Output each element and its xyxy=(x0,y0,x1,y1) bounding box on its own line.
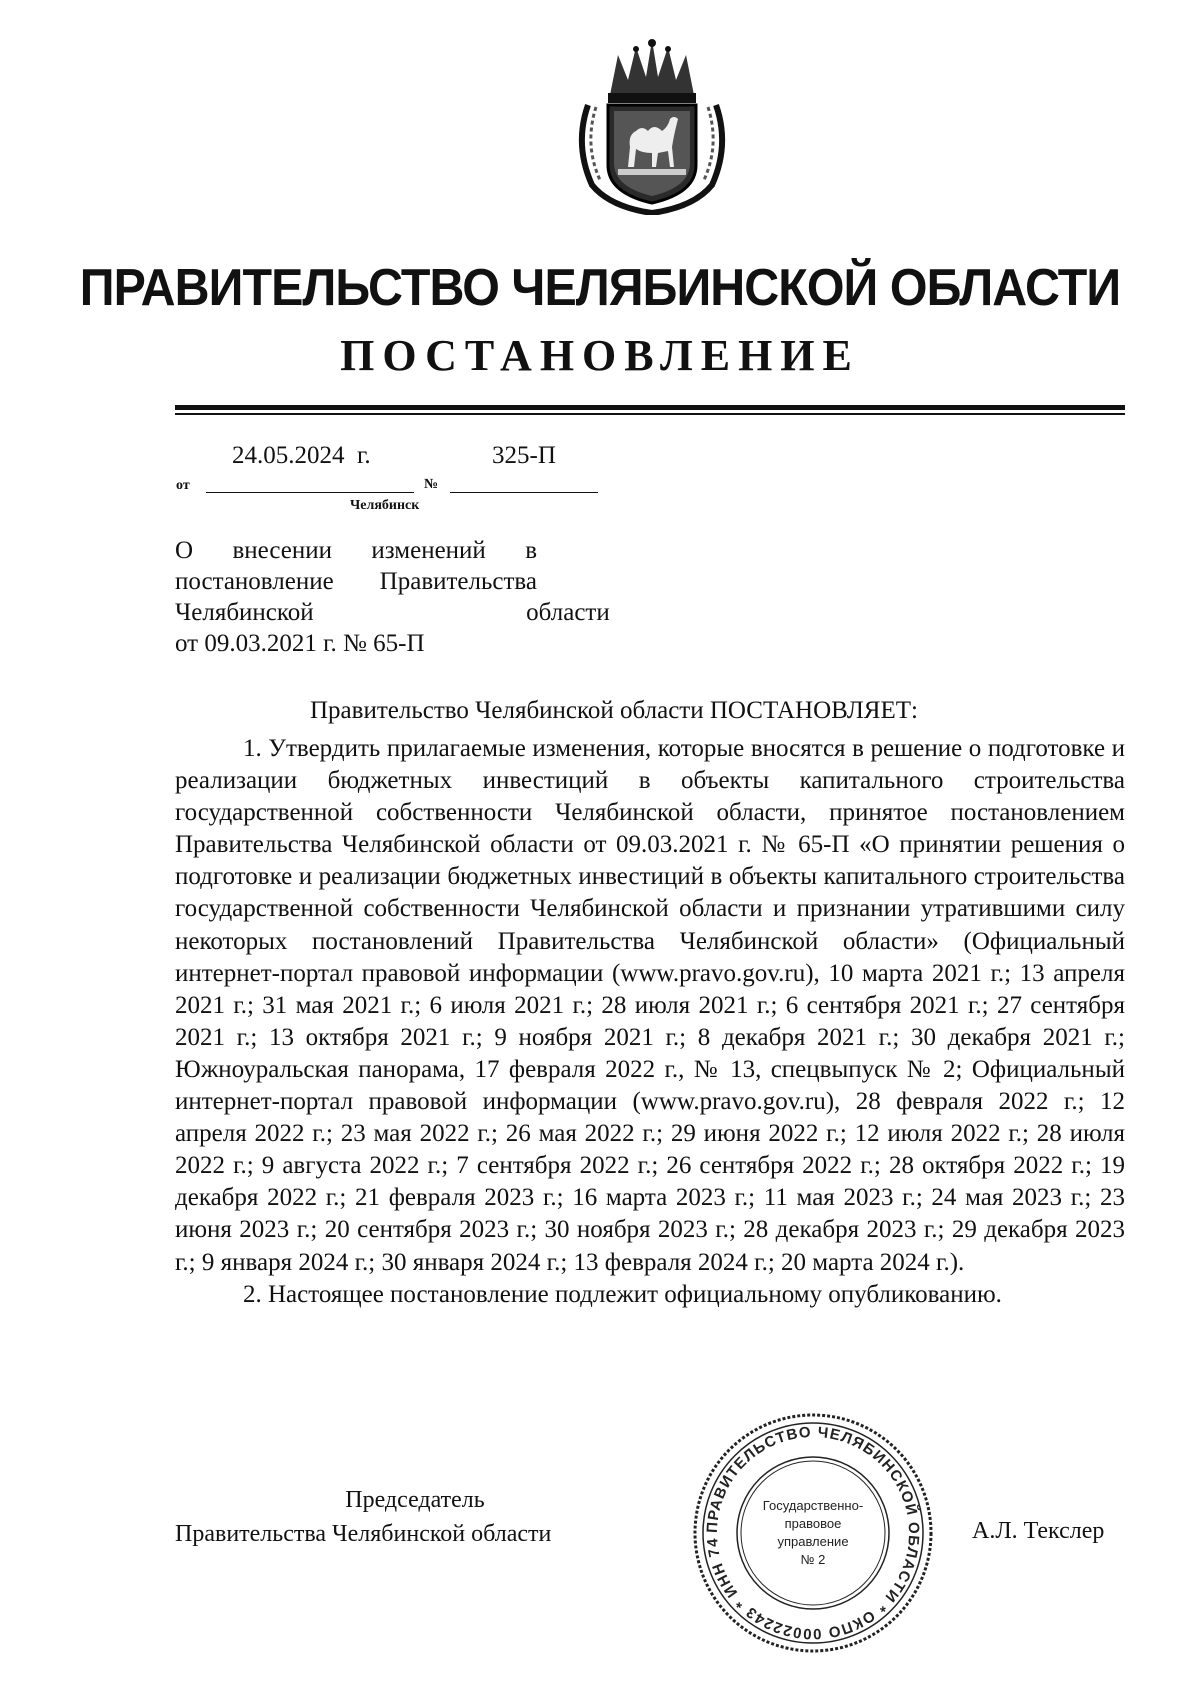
subject-line: Челябинской области xyxy=(175,599,610,626)
document-body xyxy=(175,733,1125,1311)
header-divider-thick xyxy=(175,405,1125,410)
subject-line: постановление Правительства xyxy=(175,568,537,595)
date-underline xyxy=(206,492,414,493)
subject-line: О внесении изменений в xyxy=(175,537,537,564)
coat-of-arms-emblem xyxy=(570,35,735,215)
official-seal-stamp xyxy=(688,1408,938,1658)
document-type-heading: ПОСТАНОВЛЕНИЕ xyxy=(340,331,860,380)
number-underline xyxy=(450,492,598,493)
seal-center-line3: управление xyxy=(777,1534,849,1549)
signer-position-line2: Правительства Челябинской области xyxy=(175,1521,552,1547)
document-date: 24.05.2024 г. xyxy=(232,442,371,469)
document-number: 325-П xyxy=(492,442,556,469)
signer-position xyxy=(175,1483,615,1551)
signer-position-line1: Председатель xyxy=(345,1487,485,1513)
header-divider-thin xyxy=(175,413,1125,415)
preamble: Правительство Челябинской области ПОСТАНОВЛЯЕТ: xyxy=(310,697,918,724)
seal-center-line2: правовое xyxy=(784,1516,842,1531)
city-label: Челябинск xyxy=(350,498,420,513)
paragraph-1: 1. Утвердить прилагаемые изменения, которые вносятся в решение о подготовке и реализации бюджетных инвестиций в объекты капитального строительства государственной собственности Челябинской области, принятое постановлением Правительства Челябинской области от 09.03.2021 г. № 65-П «О принятии решения о подготовке и реализации бюджетных инвестиций в объекты капитального строительства государственной собственности Челябинской области и признании утратившими силу некоторых постановлений Правительства Челябинской области» (Официальный интернет-портал правовой информации (www.pravo.gov.ru), 10 марта 2021 г.; 13 апреля 2021 г.; 31 мая 2021 г.; 6 июля 2021 г.; 28 июля 2021 г.; 6 сентября 2021 г.; 27 сентября 2021 г.; 13 октября 2021 г.; 9 ноября 2021 г.; 8 декабря 2021 г.; 30 декабря 2021 г.; Южноуральская панорама, 17 февраля 2022 г., № 13, спецвыпуск № 2; Официальный интернет-портал правовой информации (www.pravo.gov.ru), 28 февраля 2022 г.; 12 апреля 2022 г.; 23 мая 2022 г.; 26 мая 2022 г.; 29 июня 2022 г.; 12 июля 2022 г.; 28 июля 2022 г.; 9 августа 2022 г.; 7 сентября 2022 г.; 26 сентября 2022 г.; 28 октября 2022 г.; 19 декабря 2022 г.; 21 февраля 2023 г.; 16 марта 2023 г.; 11 мая 2023 г.; 24 мая 2023 г.; 23 июня 2023 г.; 20 сентября 2023 г.; 30 ноября 2023 г.; 28 декабря 2023 г.; 29 декабря 2023 г.; 9 января 2024 г.; 30 января 2024 г.; 13 февраля 2024 г.; 20 марта 2024 г.). xyxy=(175,735,1125,1276)
signer-name: А.Л. Текслер xyxy=(972,1518,1105,1544)
document-subject xyxy=(175,535,610,659)
government-title: ПРАВИТЕЛЬСТВО ЧЕЛЯБИНСКОЙ ОБЛАСТИ xyxy=(79,259,1121,317)
seal-ring-text: ПРАВИТЕЛЬСТВО ЧЕЛЯБИНСКОЙ ОБЛАСТИ * ОКПО 00022243 * ИНН 74 xyxy=(703,1423,923,1643)
date-label: от xyxy=(176,478,190,493)
number-label: № xyxy=(424,477,439,492)
seal-center-line1: Государственно- xyxy=(762,1498,864,1513)
subject-line: от 09.03.2021 г. № 65-П xyxy=(175,630,425,657)
seal-center-line4: № 2 xyxy=(800,1552,826,1567)
official-seal-icon xyxy=(688,1408,938,1658)
chelyabinsk-coat-of-arms-icon xyxy=(570,35,735,215)
paragraph-2: 2. Настоящее постановление подлежит официальному опубликованию. xyxy=(243,1280,1002,1308)
